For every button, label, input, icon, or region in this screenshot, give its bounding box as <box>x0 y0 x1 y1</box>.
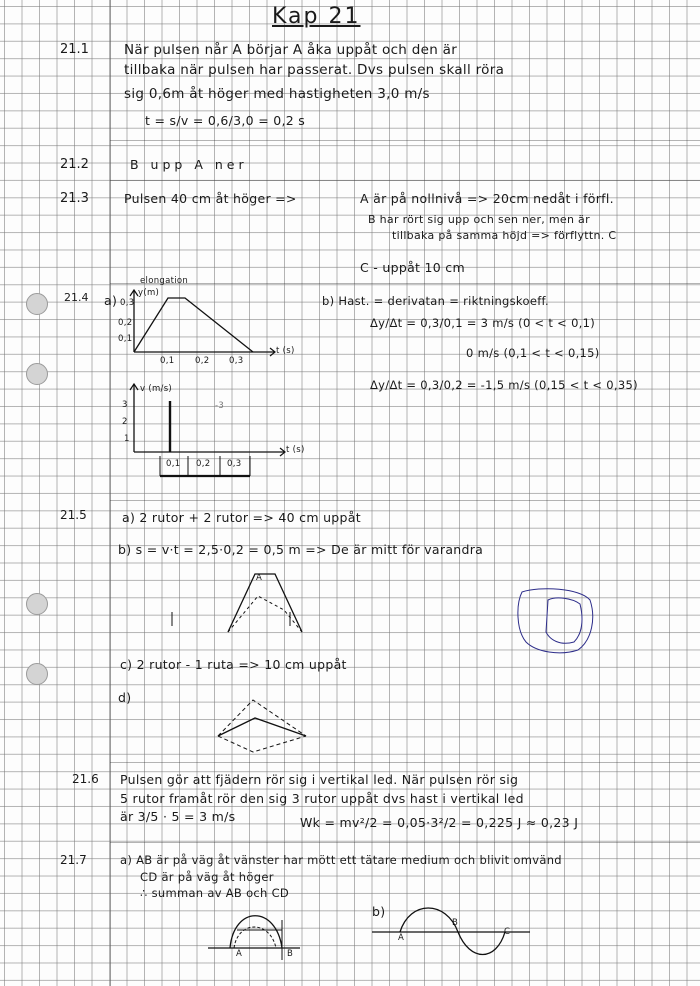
formula-line: Wk = mv²/2 = 0,05·3²/2 = 0,225 J ≈ 0,23 J <box>300 815 579 830</box>
problem-number: 21.4 <box>64 291 89 304</box>
point-label: B <box>287 949 294 959</box>
axis-label: t (s) <box>276 346 295 356</box>
tick-label: 0,3 <box>227 459 242 469</box>
tick-label: 1 <box>124 434 130 444</box>
tick-label: 0,3 <box>120 298 135 308</box>
subtask-label: a) <box>104 293 118 308</box>
sine-curve <box>400 908 505 955</box>
pulse-curve <box>230 916 282 948</box>
problem-number: 21.6 <box>72 772 99 786</box>
problem-text-line: 0 m/s (0,1 < t < 0,15) <box>466 346 600 360</box>
axis-label: t (s) <box>286 445 305 455</box>
tick-label: -3 <box>215 401 225 411</box>
problem-text-line: a) AB är på väg åt vänster har mött ett tätare medium och blivit omvänd <box>120 853 562 867</box>
tick-label: 0,1 <box>160 356 175 366</box>
problem-number: 21.1 <box>60 42 89 57</box>
problem-number: 21.7 <box>60 853 87 867</box>
tick-label: 3 <box>122 400 128 410</box>
tick-label: 0,2 <box>118 318 133 328</box>
formula-line: t = s/v = 0,6/3,0 = 0,2 s <box>145 113 306 128</box>
tick-label: 0,2 <box>196 459 211 469</box>
problem-text-line: b) Hast. = derivatan = riktningskoeff. <box>322 294 550 308</box>
problem-text-line: Δy/Δt = 0,3/0,1 = 3 m/s (0 < t < 0,1) <box>370 316 596 330</box>
subtask-label: b) <box>372 904 386 919</box>
problem-text-line: C - uppåt 10 cm <box>360 260 465 275</box>
graph-label: elongation <box>140 276 189 286</box>
subtask-label: d) <box>118 690 132 705</box>
problem-text-line: är 3/5 · 5 = 3 m/s <box>120 809 236 824</box>
point-label: A <box>236 949 243 959</box>
tick-label: 2 <box>122 417 128 427</box>
problem-text-line: Pulsen 40 cm åt höger => <box>124 191 297 206</box>
problem-text-line: B har rört sig upp och sen ner, men är <box>368 213 590 226</box>
problem-text-line: B upp A ner <box>130 157 248 172</box>
page-title: Kap 21 <box>272 4 361 29</box>
problem-text-line: b) s = v·t = 2,5·0,2 = 0,5 m => De är mitt för varandra <box>118 542 484 557</box>
problem-text-line: a) 2 rutor + 2 rutor => 40 cm uppåt <box>122 510 361 525</box>
problem-text-line: A är på nollnivå => 20cm nedåt i förfl. <box>360 191 614 206</box>
problem-text-line: tillbaka när pulsen har passerat. Dvs pulsen skall röra <box>124 62 505 78</box>
problem-number: 21.3 <box>60 191 89 206</box>
point-label: A <box>256 573 263 583</box>
problem-text-line: ∴ summan av AB och CD <box>140 886 290 900</box>
problem-number: 21.5 <box>60 508 87 522</box>
tick-label: 0,3 <box>229 356 244 366</box>
point-label: B <box>452 918 459 928</box>
point-label: C <box>504 927 511 937</box>
problem-number: 21.2 <box>60 157 89 172</box>
tick-label: 0,1 <box>166 459 181 469</box>
problem-text-line: Δy/Δt = 0,3/0,2 = -1,5 m/s (0,15 < t < 0,35) <box>370 378 638 392</box>
tick-label: 0,1 <box>118 334 133 344</box>
axis-label: v (m/s) <box>140 384 173 394</box>
problem-text-line: 5 rutor framåt rör den sig 3 rutor uppåt dvs hast i vertikal led <box>120 791 524 806</box>
problem-text-line: sig 0,6m åt höger med hastigheten 3,0 m/s <box>124 86 430 102</box>
problem-text-line: tillbaka på samma höjd => förflyttn. C <box>392 229 617 242</box>
tick-label: 0,2 <box>195 356 210 366</box>
problem-text-line: c) 2 rutor - 1 ruta => 10 cm uppåt <box>120 657 347 672</box>
problem-text-line: CD är på väg åt höger <box>140 870 274 884</box>
problem-text-line: Pulsen gör att fjädern rör sig i vertikal led. När pulsen rör sig <box>120 772 519 787</box>
problem-text-line: När pulsen når A börjar A åka uppåt och den är <box>124 42 458 58</box>
point-label: A <box>398 933 405 943</box>
axis-label: y(m) <box>138 288 160 298</box>
